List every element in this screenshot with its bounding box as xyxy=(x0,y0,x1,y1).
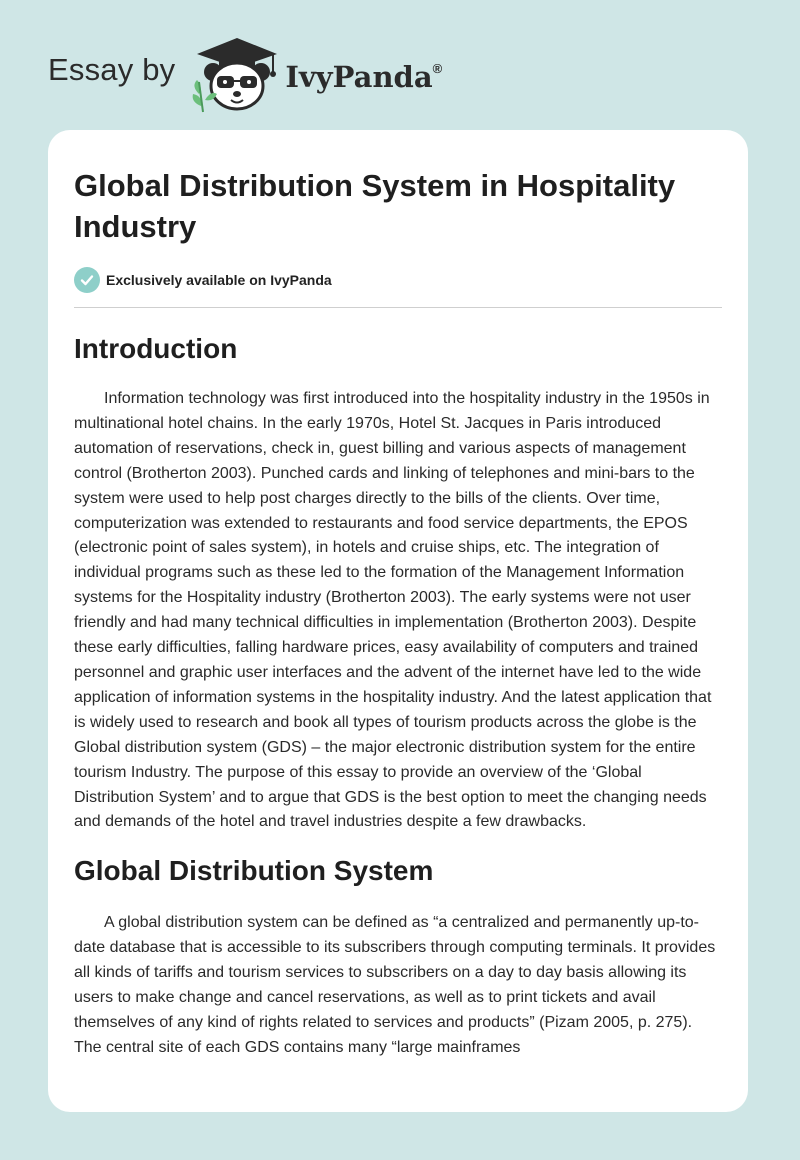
brand-name[interactable]: IvyPanda® xyxy=(285,60,443,94)
section-heading-gds: Global Distribution System xyxy=(74,855,434,887)
panda-graduate-icon[interactable] xyxy=(189,32,281,114)
essay-title: Global Distribution System in Hospitality Industry xyxy=(74,168,676,244)
site-header xyxy=(48,28,442,118)
checkmark-icon xyxy=(74,267,100,293)
section-body-gds: A global distribution system can be defined as “a centralized and permanently up-to-date database that is accessible to its subscribers through computing terminals. It provides all kinds of tariffs and tourism services to subscribers on a day to day basis allowing its users to make change and cancel reservations, as well as to print tickets and avail themselves of any kind of rights related to services and products” (Pizam 2005, p. 275). The central site of each GDS contains many “large mainframes xyxy=(74,914,716,1056)
section-body-introduction: Information technology was first introduced into the hospitality industry in the 1950s in multinational hotel chains. In the early 1970s, Hotel St. Jacques in Paris introduced automation of reservations, check in, guest billing and various aspects of management control (Brotherton 2003). Punched cards and linking of telephones and mini-bars to the system were used to help post charges directly to the bills of the clients. Over time, computerization was extended to restaurants and food service departments, the EPOS (electronic point of sales system), in hotels and cruise ships, etc. The integration of individual programs such as these led to the formation of the Management Information systems for the Hospitality industry (Brotherton 2003). The early systems were not user friendly and had many technical difficulties in implementation (Brotherton 2003). Despite these early difficulties, falling hardware prices, easy availability of computers and trained personnel and graphic user interfaces and the advent of the internet have led to the wide application of information systems in the hospitality industry. And the latest application that is widely used to research and book all types of tourism products across the globe is the Global distribution system (GDS) – the major electronic distribution system for the entire tourism Industry. The purpose of this essay to provide an overview of the ‘Global Distribution System’ and to argue that GDS is the best option to meet the changing needs and demands of the hotel and travel industries despite a few drawbacks. xyxy=(74,390,712,831)
essay-by-label: Essay by xyxy=(48,52,176,87)
exclusive-badge xyxy=(74,266,722,294)
divider xyxy=(74,307,722,308)
section-heading-introduction: Introduction xyxy=(74,333,238,364)
essay-card xyxy=(48,130,748,1112)
exclusive-badge-text: Exclusively available on IvyPanda xyxy=(106,272,332,288)
